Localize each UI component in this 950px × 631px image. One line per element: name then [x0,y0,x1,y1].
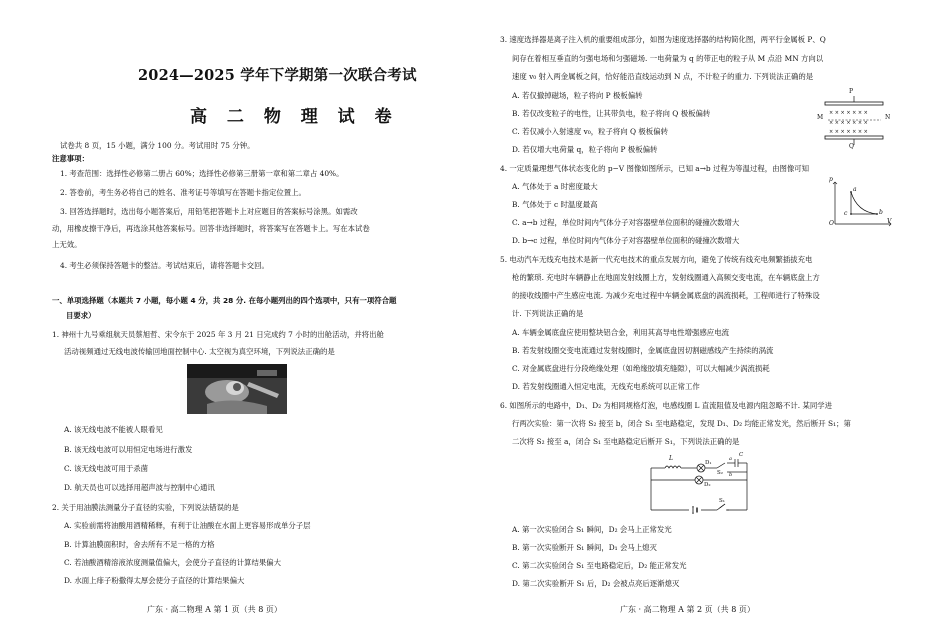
question-6-stem: 二次将 S₂ 接至 a，闭合 S₁ 至电路稳定后断开 S₁，下列说法正确的是 [512,437,740,446]
notice-line: 4. 考生必须保持答题卡的整洁。考试结束后，请将答题卡交回。 [60,261,269,270]
bulb-d1-label: D₁ [705,460,712,466]
page-2 [475,0,950,631]
question-2-option-b: B. 计算油膜面积时，舍去所有不足一格的方格 [64,540,215,549]
question-4-option-a: A. 气体处于 a 时密度最大 [512,182,598,191]
question-6-option-d: D. 第二次实验断开 S₁ 后，D₂ 会被点亮后逐渐熄灭 [512,579,680,588]
question-6-option-b: B. 第一次实验断开 S₁ 瞬间，D₁ 会马上熄灭 [512,543,657,552]
section-heading: 目要求） [66,311,96,320]
notice-line: 上无效。 [52,240,82,249]
contact-b-label: b [729,472,733,478]
question-6-stem: 行两次实验：第一次将 S₂ 接至 b，闭合 S₁ 至电路稳定，发现 D₁、D₂ 均能正常发光，然后断开 S₁；第 [512,419,851,428]
question-4-option-d: D. b→c 过程，单位时间内气体分子对容器壁单位面积的碰撞次数增大 [512,236,740,245]
point-m-label: M [817,114,824,121]
question-5-option-c: C. 对金属底盘进行分段绝缘处理（如绝缘胶填充缝隙），可以大幅减少涡流损耗 [512,364,770,373]
question-3-option-a: A. 若仅撤掉磁场，粒子将向 P 极板偏转 [512,91,643,100]
state-c-label: c [844,210,848,217]
question-2-option-c: C. 若油酸酒精溶液浓度测量值偏大，会使分子直径的计算结果偏大 [64,558,282,567]
notice-line: 动，用橡皮擦干净后，再选涂其他答案标号。回答非选择题时，将答案写在答题卡上。写在本试卷 [52,224,370,233]
exam-title: 2024—2025 学年下学期第一次联合考试 [138,67,417,84]
question-3-stem: 间存在着相互垂直的匀强电场和匀强磁场. 一电荷量为 q 的带正电的粒子从 M 点沿 MN 方向以 [512,54,824,63]
inductor-label: L [669,455,673,462]
astronaut-photo [187,364,287,414]
question-3-stem: 3. 速度选择器是离子注入机的重要组成部分，如图为速度选择器的结构简化图，两平行金属板 P、Q [500,35,826,44]
question-1-option-a: A. 该无线电波不能被人眼看见 [64,425,163,434]
axis-v-label: V [887,218,892,225]
question-5-stem: 枪的繁琐. 充电时车辆静止在地面发射线圈上方，发射线圈通入高频交变电流，在车辆底盘上方 [512,273,820,282]
page-footer: 广东 · 高二物理 A 第 2 页（共 8 页） [620,605,755,614]
question-6-option-a: A. 第一次实验闭合 S₁ 瞬间，D₂ 会马上正常发光 [512,525,672,534]
question-1-stem: 1. 神州十九号乘组航天员蔡旭哲、宋令东于 2025 年 3 月 21 日完成约 7 小时的出舱活动，并将出舱 [52,330,384,339]
question-1-option-b: B. 该无线电波可以用恒定电场进行激发 [64,445,193,454]
subject-title: 高 二 物 理 试 卷 [190,107,399,127]
svg-text:× × × × × × ×: × × × × × × × [829,129,868,135]
question-4-option-c: C. a→b 过程，单位时间内气体分子对容器壁单位面积的碰撞次数增大 [512,218,740,227]
question-4-stem: 4. 一定质量理想气体状态变化的 p−V 图像如图所示，已知 a→b 过程为等温过程，由图像可知 [500,164,810,173]
question-5-stem: 计. 下列说法正确的是 [512,309,584,318]
question-2-stem: 2. 关于用油膜法测量分子直径的实验，下列说法错误的是 [52,503,239,512]
question-3-option-c: C. 若仅减小入射速度 v₀，粒子将向 Q 极板偏转 [512,127,668,136]
notice-title: 注意事项： [52,154,89,163]
point-n-label: N [885,114,891,121]
question-5-option-d: D. 若发射线圈通入恒定电流，无线充电系统可以正常工作 [512,382,700,391]
question-5-stem: 5. 电动汽车无线充电技术是新一代充电技术的重点发展方向，避免了传统有线充电频繁插拔充电 [500,255,813,264]
capacitor-label: C [739,452,744,458]
state-a-label: a [853,186,857,193]
question-5-option-a: A. 车辆金属底盘应使用整块铝合金，利用其高导电性增强感应电流 [512,328,729,337]
question-3-option-b: B. 若仅改变粒子的电性，让其带负电，粒子将向 Q 极板偏转 [512,109,711,118]
plate-q-label: Q [849,143,854,150]
notice-line: 3. 回答选择题时，选出每小题答案后，用铅笔把答题卡上对应题目的答案标号涂黑。如需改 [60,207,358,216]
question-6-option-c: C. 第二次实验闭合 S₁ 至电路稳定后，D₂ 能正常发光 [512,561,687,570]
question-6-stem: 6. 如图所示的电路中，D₁、D₂ 为相同规格灯泡，电感线圈 L 直流阻值及电源内阻忽略不计. 某同学进 [500,401,833,410]
question-5-option-b: B. 若发射线圈交变电流通过发射线圈时，金属底盘因切割磁感线产生持续的涡流 [512,346,774,355]
svg-text:× × × × × × ×: × × × × × × × [829,120,868,126]
velocity-selector-figure [817,88,891,150]
switch-s2-label: S₂ [717,470,723,476]
notice-line: 1. 考查范围：选择性必修第二册占 60%；选择性必修第三册第一章和第二章占 40%。 [60,169,344,178]
svg-text:× × × × × × ×: × × × × × × × [829,110,868,116]
origin-label: O [829,220,834,227]
contact-a-label: a [729,456,732,462]
pv-diagram-figure [829,178,893,228]
axis-p-label: p [829,176,833,183]
bulb-d2-label: D₂ [704,482,711,488]
switch-s1-label: S₁ [719,498,725,504]
question-1-stem: 活动视频通过无线电波传输回地面控制中心. 太空视为真空环境，下列说法正确的是 [64,347,335,356]
question-2-option-d: D. 水面上痱子粉撒得太厚会使分子直径的计算结果偏大 [64,576,245,585]
page-footer: 广东 · 高二物理 A 第 1 页（共 8 页） [147,605,282,614]
question-3-stem: 速度 v₀ 射入两金属板之间，恰好能沿直线运动到 N 点，不计粒子的重力. 下列说法正确的是 [512,72,814,81]
question-4-option-b: B. 气体处于 c 时温度最高 [512,200,598,209]
question-3-option-d: D. 若仅增大电荷量 q，粒子将向 P 极板偏转 [512,145,658,154]
question-1-option-d: D. 航天员也可以选择用超声波与控制中心通讯 [64,483,215,492]
circuit-figure [647,452,751,516]
notice-line: 2. 答卷前，考生务必将自己的姓名、准考证号等填写在答题卡指定位置上。 [60,188,306,197]
question-2-option-a: A. 实验前需将油酸用酒精稀释，有利于让油酸在水面上更容易形成单分子层 [64,521,311,530]
exam-info: 试卷共 8 页，15 小题，满分 100 分。考试用时 75 分钟。 [60,141,255,150]
question-1-option-c: C. 该无线电波可用于杀菌 [64,464,148,473]
state-b-label: b [879,209,883,216]
question-5-stem: 的接收线圈中产生感应电流. 为减少充电过程中车辆金属底盘的涡流损耗，工程师进行了特殊设 [512,291,820,300]
plate-p-label: P [849,88,854,95]
section-heading: 一、单项选择题（本题共 7 小题，每小题 4 分，共 28 分. 在每小题列出的四个选项中，只有一项符合题 [52,296,397,305]
